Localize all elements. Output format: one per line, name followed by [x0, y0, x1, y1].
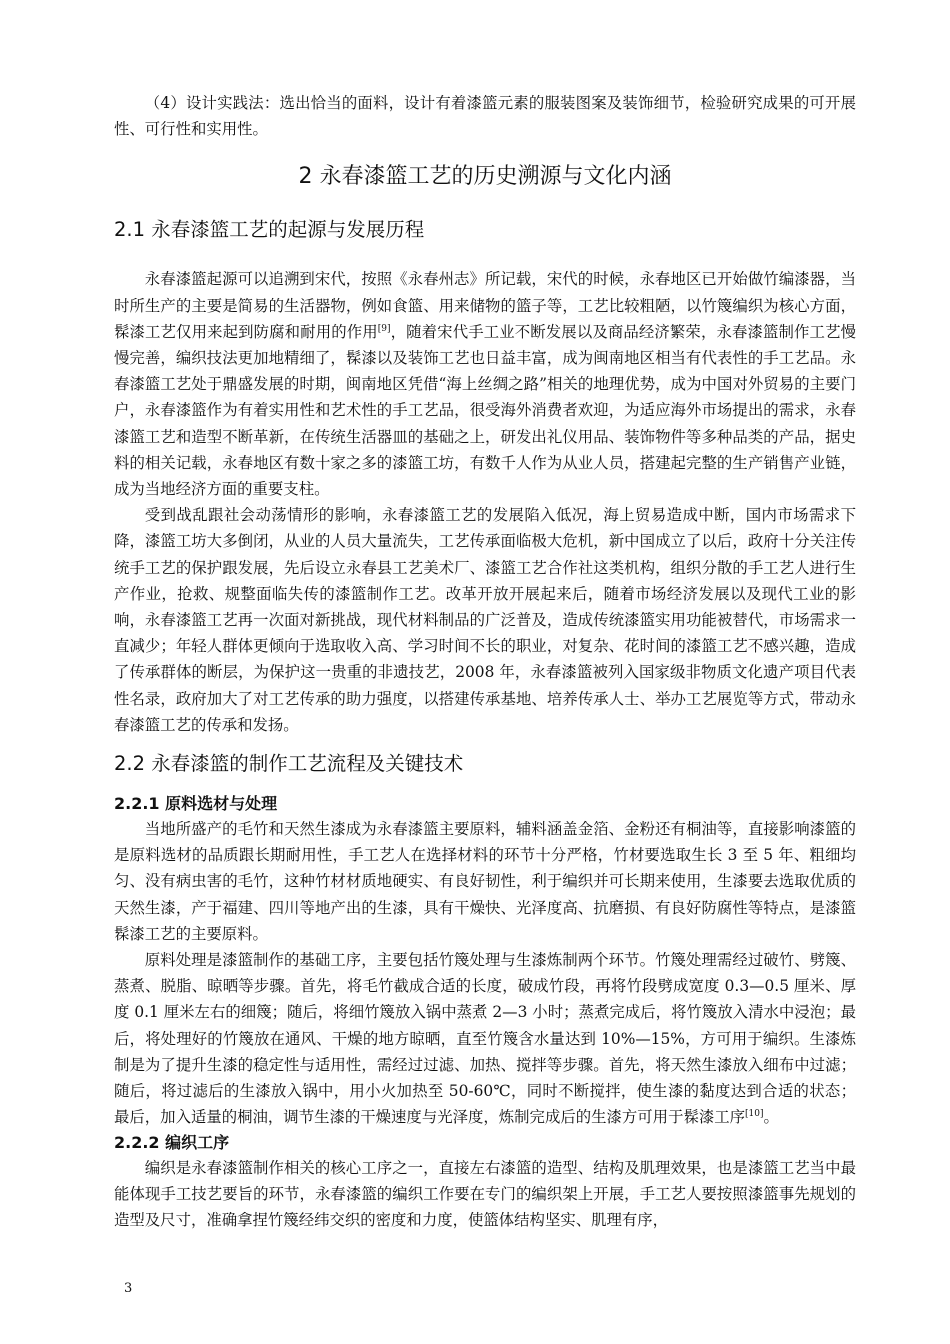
chapter-title: 2 永春漆篮工艺的历史溯源与文化内涵 — [298, 164, 672, 190]
page-number: 3 — [124, 1281, 133, 1296]
section-2-2-heading: 2.2 永春漆篮的制作工艺流程及关键技术 — [114, 752, 464, 776]
section-2-1-paragraph-1 — [114, 266, 856, 502]
subsection-2-2-1-paragraph-1: 当地所盛产的毛竹和天然生漆成为永春漆篮主要原料，辅料涵盖金箔、金粉还有桐油等，直接影响漆篮的是原料选材的品质跟长期耐用性，手工艺人在选择材料的环节十分严格，竹材要选取生长 3 至 5 年、粗细均匀、没有病虫害的毛竹，这种竹材材质地硬实、有良好韧性，利于编织并可长期来使用，生漆要去选取优质的天然生漆，产于福建、四川等地产出的生漆，具有干燥快、光泽度高、抗磨损、有良好防腐性等特点，是漆篮髹漆工艺的主要原料。 — [114, 820, 856, 943]
paragraph-text: ，随着宋代手工业不断发展以及商品经济繁荣，永春漆篮制作工艺慢慢完善，编织技法更加地精细了，髹漆以及装饰工艺也日益丰富，成为闽南地区相当有代表性的手工艺品。永春漆篮工艺处于鼎盛发展的时期，闽南地区凭借“海上丝绸之路”相关的地理优势，成为中国对外贸易的主要门户，永春漆篮作为有着实用性和艺术性的手工艺品，很受海外消费者欢迎，为适应海外市场提出的需求，永春漆篮工艺和造型不断革新，在传统生活器皿的基础之上，研发出礼仪用品、装饰物件等多种品类的产品，据史料的相关记载，永春地区有数十家之多的漆篮工坊，有数千人作为从业人员，搭建起完整的生产销售产业链，成为当地经济方面的重要支柱。 — [114, 322, 856, 499]
subsection-2-2-1-heading: 2.2.1 原料选材与处理 — [114, 794, 278, 814]
paragraph-text: 永春漆篮起源可以追溯到宋代，按照《永春州志》所记载，宋代的时候，永春地区已开始做竹编漆器，当时所生产的主要是简易的生活器物，例如食篮、用来储物的篮子等，工艺比较粗陋，以竹篾编织为核心方面，髹漆工艺仅用来起到防腐和耐用的作用 — [114, 270, 856, 341]
citation-ref: [9] — [377, 323, 391, 334]
citation-ref: [10] — [745, 1109, 764, 1120]
intro-paragraph: （4）设计实践法：选出恰当的面料，设计有着漆篮元素的服装图案及装饰细节，检验研究成果的可开展性、可行性和实用性。 — [114, 94, 856, 139]
paragraph-text: 。 — [763, 1108, 779, 1127]
subsection-2-2-1-paragraph-2 — [114, 947, 856, 1130]
paragraph-text: 原料处理是漆篮制作的基础工序，主要包括竹篾处理与生漆炼制两个环节。竹篾处理需经过破竹、劈篾、蒸煮、脱脂、晾晒等步骤。首先，将毛竹截成合适的长度，破成竹段，再将竹段劈成宽度 0.3—0.5 厘米、厚度 0.1 厘米左右的细篾；随后，将细竹篾放入锅中蒸煮 2—3 小时；蒸煮完成后，将竹篾放入清水中浸泡；最后，将处理好的竹篾放在通风、干燥的地方晾晒，直至竹篾含水量达到 10%—15%，方可用于编织。生漆炼制是为了提升生漆的稳定性与适用性，需经过过滤、加热、搅拌等步骤。首先，将天然生漆放入细布中过滤；随后，将过滤后的生漆放入锅中，用小火加热至 50-60℃，同时不断搅拌，使生漆的黏度达到合适的状态；最后，加入适量的桐油，调节生漆的干燥速度与光泽度，炼制完成后的生漆方可用于髹漆工序 — [114, 951, 856, 1127]
page-content — [114, 90, 856, 1233]
section-2-1-heading: 2.1 永春漆篮工艺的起源与发展历程 — [114, 218, 425, 242]
subsection-2-2-2-paragraph-1: 编织是永春漆篮制作相关的核心工序之一，直接左右漆篮的造型、结构及肌理效果，也是漆篮工艺当中最能体现手工技艺要旨的环节，永春漆篮的编织工作要在专门的编织架上开展，手工艺人要按照漆篮事先规划的造型及尺寸，准确拿捏竹篾经纬交织的密度和力度，使篮体结构坚实、肌理有序， — [114, 1158, 856, 1229]
section-2-1-paragraph-2: 受到战乱跟社会动荡情形的影响，永春漆篮工艺的发展陷入低况，海上贸易造成中断，国内市场需求下降，漆篮工坊大多倒闭，从业的人员大量流失，工艺传承面临极大危机，新中国成立了以后，政府十分关注传统手工艺的保护跟发展，先后设立永春县工艺美术厂、漆篮工艺合作社这类机构，组织分散的手工艺人进行生产作业，抢救、规整面临失传的漆篮制作工艺。改革开放开展起来后，随着市场经济发展以及现代工业的影响，永春漆篮工艺再一次面对新挑战，现代材料制品的广泛普及，造成传统漆篮实用功能被替代，市场需求一直减少；年轻人群体更倾向于选取收入高、学习时间不长的职业，对复杂、花时间的漆篮工艺不感兴趣，造成了传承群体的断层，为保护这一贵重的非遗技艺，2008 年，永春漆篮被列入国家级非物质文化遗产项目代表性名录，政府加大了对工艺传承的助力强度，以搭建传承基地、培养传承人士、举办工艺展览等方式，带动永春漆篮工艺的传承和发扬。 — [114, 506, 856, 734]
subsection-2-2-2-heading: 2.2.2 编织工序 — [114, 1132, 230, 1152]
